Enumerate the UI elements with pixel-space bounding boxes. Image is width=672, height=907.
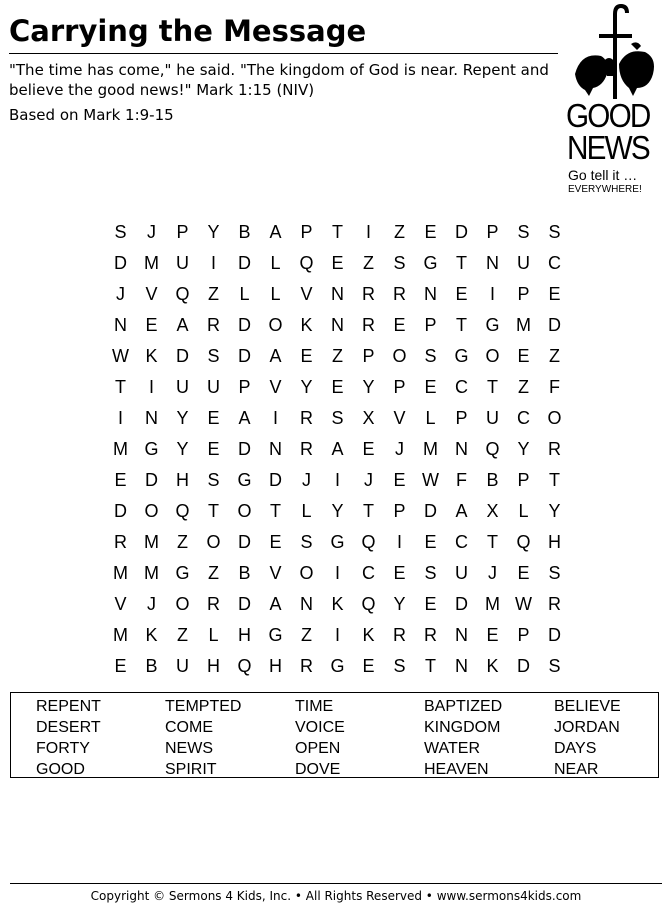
grid-row (105, 282, 570, 313)
grid-letter: S (207, 470, 220, 490)
grid-letter: E (300, 346, 313, 366)
grid-letter: P (238, 377, 251, 397)
grid-letter: P (300, 222, 313, 242)
grid-letter: R (424, 625, 437, 645)
grid-row (105, 654, 570, 685)
grid-letter: M (113, 625, 128, 645)
grid-letter: E (393, 470, 406, 490)
grid-letter: E (393, 563, 406, 583)
grid-row (105, 530, 570, 561)
grid-letter: D (238, 594, 251, 614)
grid-letter: G (485, 315, 500, 335)
grid-letter: T (549, 470, 560, 490)
grid-letter: Y (548, 501, 561, 521)
grid-letter: O (268, 315, 283, 335)
grid-letter: D (176, 346, 189, 366)
grid-letter: X (486, 501, 499, 521)
grid-letter: Y (517, 439, 530, 459)
grid-letter: Y (207, 222, 220, 242)
grid-letter: Q (361, 532, 376, 552)
grid-letter: W (422, 470, 439, 490)
grid-letter: S (548, 656, 561, 676)
grid-letter: P (517, 625, 530, 645)
grid-letter: S (548, 563, 561, 583)
word-list-item: FORTY (36, 740, 90, 757)
grid-letter: E (207, 439, 220, 459)
grid-letter: J (364, 470, 373, 490)
grid-letter: E (424, 222, 437, 242)
word-list-item: BAPTIZED (424, 698, 503, 715)
grid-letter: G (144, 439, 159, 459)
grid-letter: V (114, 594, 127, 614)
grid-letter: E (331, 253, 344, 273)
word-list-item: OPEN (295, 740, 341, 757)
grid-letter: P (455, 408, 468, 428)
grid-letter: E (517, 346, 530, 366)
copyright-footer: Copyright © Sermons 4 Kids, Inc. • All Rights Reserved • www.sermons4kids.com (90, 889, 582, 903)
page-title: Carrying the Message (9, 14, 367, 48)
grid-letter: R (300, 408, 313, 428)
grid-letter: N (331, 284, 344, 304)
grid-letter: Y (300, 377, 313, 397)
word-column (554, 696, 621, 780)
grid-letter: A (455, 501, 468, 521)
word-column (295, 696, 345, 780)
grid-letter: M (113, 563, 128, 583)
grid-letter: P (393, 501, 406, 521)
good-news-logo (563, 4, 667, 200)
grid-letter: K (145, 625, 158, 645)
grid-letter: N (300, 594, 313, 614)
word-list-item: HEAVEN (424, 761, 489, 778)
grid-letter: M (144, 532, 159, 552)
grid-letter: T (270, 501, 281, 521)
grid-letter: M (113, 439, 128, 459)
grid-letter: G (268, 625, 283, 645)
grid-letter: Z (301, 625, 312, 645)
grid-letter: A (269, 346, 282, 366)
grid-letter: B (486, 470, 499, 490)
grid-letter: I (489, 284, 495, 304)
grid-letter: U (455, 563, 468, 583)
grid-letter: D (238, 253, 251, 273)
grid-row (105, 251, 570, 282)
grid-letter: S (393, 253, 406, 273)
grid-letter: Z (518, 377, 529, 397)
grid-letter: E (114, 656, 127, 676)
grid-letter: E (548, 284, 561, 304)
word-list-item: DAYS (554, 740, 597, 757)
grid-letter: J (395, 439, 404, 459)
grid-letter: R (393, 284, 406, 304)
grid-letter: E (145, 315, 158, 335)
grid-letter: L (270, 253, 281, 273)
word-list-item: TEMPTED (165, 698, 242, 715)
grid-letter: Z (549, 346, 560, 366)
grid-letter: D (238, 315, 251, 335)
grid-letter: E (393, 315, 406, 335)
grid-letter: D (548, 625, 561, 645)
grid-letter: M (144, 253, 159, 273)
word-list-item: REPENT (36, 698, 101, 715)
grid-letter: M (144, 563, 159, 583)
word-list-item: SPIRIT (165, 761, 217, 778)
grid-letter: Q (175, 501, 190, 521)
grid-letter: I (334, 625, 340, 645)
grid-letter: H (238, 625, 251, 645)
grid-letter: U (517, 253, 530, 273)
grid-letter: I (365, 222, 371, 242)
grid-letter: E (207, 408, 220, 428)
grid-letter: L (239, 284, 250, 304)
grid-letter: C (548, 253, 561, 273)
grid-row (105, 375, 570, 406)
grid-letter: E (424, 532, 437, 552)
grid-letter: R (300, 439, 313, 459)
word-column (424, 696, 502, 780)
word-list-item: DESERT (36, 719, 101, 736)
word-list-item: WATER (424, 740, 480, 757)
grid-letter: C (517, 408, 530, 428)
grid-letter: P (362, 346, 375, 366)
grid-letter: U (176, 253, 189, 273)
word-list-item: TIME (295, 698, 334, 715)
word-list-item: JORDAN (554, 719, 620, 736)
footer-rule (10, 883, 662, 884)
grid-letter: D (455, 594, 468, 614)
grid-letter: Q (299, 253, 314, 273)
grid-row (105, 561, 570, 592)
grid-letter: M (516, 315, 531, 335)
grid-letter: Y (176, 408, 189, 428)
grid-letter: A (238, 408, 251, 428)
grid-row (105, 499, 570, 530)
grid-letter: E (331, 377, 344, 397)
grid-letter: R (548, 594, 561, 614)
grid-letter: O (237, 501, 252, 521)
grid-letter: Q (516, 532, 531, 552)
word-column (165, 696, 241, 780)
grid-letter: E (517, 563, 530, 583)
grid-letter: O (175, 594, 190, 614)
grid-letter: T (487, 532, 498, 552)
grid-row (105, 344, 570, 375)
grid-letter: N (486, 253, 499, 273)
grid-letter: N (455, 439, 468, 459)
grid-letter: D (238, 532, 251, 552)
grid-letter: C (455, 377, 468, 397)
grid-letter: H (176, 470, 189, 490)
word-list-item: DOVE (295, 761, 341, 778)
grid-row (105, 220, 570, 251)
grid-row (105, 592, 570, 623)
title-rule (9, 53, 558, 54)
grid-letter: A (269, 594, 282, 614)
grid-letter: N (455, 625, 468, 645)
grid-letter: N (114, 315, 127, 335)
grid-letter: O (299, 563, 314, 583)
grid-letter: K (331, 594, 344, 614)
grid-letter: R (362, 284, 375, 304)
grid-letter: Z (363, 253, 374, 273)
grid-letter: N (331, 315, 344, 335)
grid-letter: C (362, 563, 375, 583)
word-list-item: KINGDOM (424, 719, 501, 736)
grid-letter: P (424, 315, 437, 335)
logo-news: NEWS (567, 129, 649, 166)
grid-letter: W (112, 346, 129, 366)
grid-letter: N (455, 656, 468, 676)
grid-letter: I (396, 532, 402, 552)
grid-letter: U (176, 377, 189, 397)
word-list-item: GOOD (36, 761, 85, 778)
grid-letter: Z (332, 346, 343, 366)
grid-letter: O (485, 346, 500, 366)
grid-letter: V (145, 284, 158, 304)
grid-letter: Z (208, 563, 219, 583)
grid-letter: P (486, 222, 499, 242)
grid-letter: R (207, 594, 220, 614)
grid-letter: V (269, 563, 282, 583)
grid-letter: H (207, 656, 220, 676)
grid-row (105, 406, 570, 437)
grid-letter: P (393, 377, 406, 397)
word-list-item: BELIEVE (554, 698, 621, 715)
grid-letter: E (269, 532, 282, 552)
grid-letter: T (425, 656, 436, 676)
grid-letter: S (300, 532, 313, 552)
grid-letter: N (145, 408, 158, 428)
grid-letter: G (454, 346, 469, 366)
grid-letter: Q (175, 284, 190, 304)
grid-letter: W (515, 594, 532, 614)
grid-letter: I (334, 470, 340, 490)
grid-letter: B (238, 563, 251, 583)
grid-letter: T (208, 501, 219, 521)
grid-letter: H (269, 656, 282, 676)
grid-letter: L (425, 408, 436, 428)
grid-letter: Y (331, 501, 344, 521)
grid-letter: D (114, 253, 127, 273)
grid-letter: A (176, 315, 189, 335)
grid-letter: V (393, 408, 406, 428)
grid-letter: K (300, 315, 313, 335)
grid-letter: I (272, 408, 278, 428)
grid-letter: R (393, 625, 406, 645)
grid-letter: V (300, 284, 313, 304)
grid-letter: Y (176, 439, 189, 459)
grid-letter: J (488, 563, 497, 583)
grid-letter: B (238, 222, 251, 242)
grid-letter: E (424, 377, 437, 397)
grid-letter: Z (177, 625, 188, 645)
grid-letter: K (145, 346, 158, 366)
grid-letter: O (392, 346, 407, 366)
word-list-item: VOICE (295, 719, 345, 736)
grid-letter: T (332, 222, 343, 242)
grid-letter: G (237, 470, 252, 490)
grid-letter: P (517, 284, 530, 304)
grid-letter: E (486, 625, 499, 645)
grid-letter: L (518, 501, 529, 521)
grid-letter: G (175, 563, 190, 583)
word-list-item: COME (165, 719, 213, 736)
grid-letter: O (144, 501, 159, 521)
grid-letter: E (114, 470, 127, 490)
logo-good: GOOD (566, 97, 650, 134)
scripture-quote: "The time has come," he said. "The kingdom of God is near. Repent and believe the good news!" Mark 1:15 (NIV) (9, 61, 549, 99)
grid-letter: U (486, 408, 499, 428)
word-search-grid (105, 220, 570, 685)
grid-letter: K (362, 625, 375, 645)
grid-letter: L (208, 625, 219, 645)
grid-letter: D (238, 439, 251, 459)
grid-letter: O (206, 532, 221, 552)
grid-row (105, 437, 570, 468)
grid-letter: V (269, 377, 282, 397)
grid-letter: S (207, 346, 220, 366)
grid-letter: R (362, 315, 375, 335)
word-list-item: NEWS (165, 740, 213, 757)
grid-letter: E (455, 284, 468, 304)
grid-letter: T (487, 377, 498, 397)
grid-letter: T (363, 501, 374, 521)
grid-letter: Q (485, 439, 500, 459)
grid-letter: P (517, 470, 530, 490)
grid-letter: R (114, 532, 127, 552)
grid-letter: D (424, 501, 437, 521)
grid-letter: Z (208, 284, 219, 304)
grid-letter: C (455, 532, 468, 552)
grid-letter: F (549, 377, 560, 397)
grid-letter: D (114, 501, 127, 521)
word-list-box (10, 692, 659, 778)
grid-letter: S (548, 222, 561, 242)
grid-letter: N (424, 284, 437, 304)
grid-letter: S (424, 563, 437, 583)
grid-letter: G (330, 532, 345, 552)
grid-letter: U (176, 656, 189, 676)
grid-letter: R (207, 315, 220, 335)
grid-letter: Y (362, 377, 375, 397)
grid-letter: H (548, 532, 561, 552)
grid-letter: I (148, 377, 154, 397)
grid-letter: D (269, 470, 282, 490)
grid-letter: R (300, 656, 313, 676)
grid-letter: M (423, 439, 438, 459)
grid-letter: D (548, 315, 561, 335)
word-list-item: NEAR (554, 761, 599, 778)
grid-letter: Q (361, 594, 376, 614)
grid-letter: B (145, 656, 158, 676)
grid-letter: D (145, 470, 158, 490)
grid-letter: U (207, 377, 220, 397)
grid-letter: S (331, 408, 344, 428)
grid-letter: I (210, 253, 216, 273)
grid-letter: E (362, 656, 375, 676)
grid-letter: M (485, 594, 500, 614)
grid-letter: J (302, 470, 311, 490)
grid-letter: N (269, 439, 282, 459)
grid-letter: J (147, 594, 156, 614)
grid-letter: O (547, 408, 562, 428)
scripture-reference: Based on Mark 1:9-15 (9, 106, 174, 124)
grid-letter: L (270, 284, 281, 304)
grid-letter: T (456, 253, 467, 273)
grid-letter: A (269, 222, 282, 242)
logo-tagline: Go tell it … (568, 167, 638, 183)
grid-letter: X (362, 408, 375, 428)
grid-letter: G (423, 253, 438, 273)
grid-letter: S (393, 656, 406, 676)
grid-letter: D (517, 656, 530, 676)
grid-letter: L (301, 501, 312, 521)
grid-letter: E (362, 439, 375, 459)
grid-letter: R (548, 439, 561, 459)
grid-letter: Z (177, 532, 188, 552)
grid-letter: Z (394, 222, 405, 242)
grid-letter: T (115, 377, 126, 397)
grid-letter: T (456, 315, 467, 335)
grid-letter: E (424, 594, 437, 614)
grid-row (105, 468, 570, 499)
grid-letter: A (331, 439, 344, 459)
grid-letter: S (517, 222, 530, 242)
grid-letter: S (114, 222, 127, 242)
grid-letter: S (424, 346, 437, 366)
grid-letter: P (176, 222, 189, 242)
word-column (36, 696, 101, 780)
grid-letter: I (117, 408, 123, 428)
grid-row (105, 623, 570, 654)
grid-letter: K (486, 656, 499, 676)
logo-everywhere: EVERYWHERE! (568, 184, 642, 195)
grid-letter: D (238, 346, 251, 366)
grid-letter: G (330, 656, 345, 676)
grid-row (105, 313, 570, 344)
grid-letter: Y (393, 594, 406, 614)
grid-letter: I (334, 563, 340, 583)
grid-letter: J (116, 284, 125, 304)
grid-letter: Q (237, 656, 252, 676)
grid-letter: F (456, 470, 467, 490)
grid-letter: J (147, 222, 156, 242)
grid-letter: D (455, 222, 468, 242)
